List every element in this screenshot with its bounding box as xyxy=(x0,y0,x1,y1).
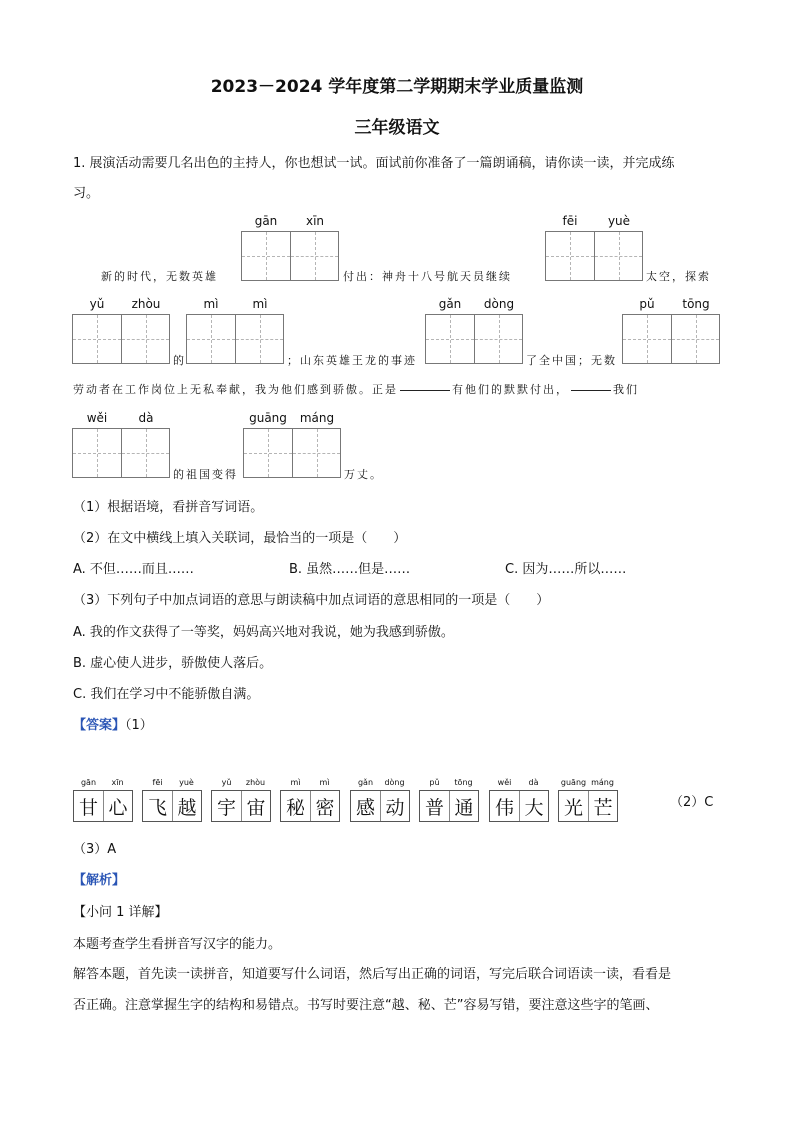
answer-char: 光 xyxy=(563,796,583,819)
answer-pinyin: gǎn xyxy=(357,778,374,787)
passage-segment: 我们 xyxy=(613,383,639,396)
answer-char: 芒 xyxy=(588,791,617,821)
answer-char: 越 xyxy=(172,791,201,821)
analysis-text: 本题考查学生看拼音写汉字的能力。 xyxy=(73,937,282,952)
answer-word xyxy=(142,790,202,822)
pinyin: wěi xyxy=(86,411,108,425)
analysis-text: 否正确。注意掌握生字的结构和易错点。书写时要注意“越、秘、芒”容易写错，要注意这些字的笔画、 xyxy=(73,998,659,1013)
answer-char: 感 xyxy=(355,796,375,819)
writing-grid[interactable] xyxy=(72,314,170,364)
answer-pinyin: zhòu xyxy=(245,778,266,787)
answer-word xyxy=(558,790,618,822)
writing-grid[interactable] xyxy=(425,314,523,364)
fill-blank[interactable] xyxy=(571,389,611,391)
answer-pinyin: dà xyxy=(528,778,539,787)
option-b[interactable]: B. 虽然……但是…… xyxy=(289,562,411,577)
writing-grid[interactable] xyxy=(243,428,341,478)
sub-question-1: （1）根据语境，看拼音写词语。 xyxy=(73,500,264,515)
answer-word xyxy=(489,790,549,822)
answer-char: 秘 xyxy=(285,796,305,819)
fill-blank[interactable] xyxy=(400,389,450,391)
pinyin: máng xyxy=(299,411,335,425)
answer-pinyin: fēi xyxy=(152,778,163,787)
passage-text: 的祖国变得 xyxy=(173,468,238,481)
answer-char: 甘 xyxy=(78,796,98,819)
answer-pinyin: gān xyxy=(80,778,97,787)
writing-grid[interactable] xyxy=(241,231,339,281)
answer-char: 宇 xyxy=(216,796,236,819)
answer-word xyxy=(350,790,410,822)
analysis-sub-label: 【小问 1 详解】 xyxy=(73,905,168,920)
answer-pinyin: tōng xyxy=(454,778,473,787)
question-intro-cont: 习。 xyxy=(73,186,100,201)
passage-segment: 劳动者在工作岗位上无私奉献，我为他们感到骄傲。正是 xyxy=(73,383,398,396)
pinyin: xīn xyxy=(305,214,325,228)
answer-word xyxy=(419,790,479,822)
answer-pinyin: guāng xyxy=(560,778,587,787)
option-c[interactable]: C. 因为……所以…… xyxy=(505,562,627,577)
pinyin: dòng xyxy=(483,297,515,311)
passage-text: 新的时代，无数英雄 xyxy=(101,270,218,283)
sub-question-2: （2）在文中横线上填入关联词，最恰当的一项是（ ） xyxy=(73,531,407,546)
pinyin: yuè xyxy=(607,214,631,228)
answer-char: 密 xyxy=(310,791,339,821)
analysis-text: 解答本题，首先读一读拼音，知道要写什么词语，然后写出正确的词语，写完后联合词语读一读，看看是 xyxy=(73,967,672,982)
writing-grid[interactable] xyxy=(186,314,284,364)
passage-segment: 有他们的默默付出， xyxy=(452,383,569,396)
pinyin: mì xyxy=(252,297,268,311)
answer-pinyin: mì xyxy=(290,778,301,787)
answer-char: 伟 xyxy=(494,796,514,819)
writing-grid[interactable] xyxy=(545,231,643,281)
answer-word xyxy=(211,790,271,822)
passage-text: 了全中国；无数 xyxy=(526,354,617,367)
pinyin: fēi xyxy=(562,214,578,228)
answer-pinyin: yuè xyxy=(179,778,194,787)
pinyin: dà xyxy=(138,411,154,425)
pinyin: gān xyxy=(254,214,278,228)
answer-part-1: （1） xyxy=(125,718,153,733)
answer-label: 【答案】 xyxy=(73,718,126,733)
analysis-label: 【解析】 xyxy=(73,873,126,888)
answer-char: 飞 xyxy=(147,796,167,819)
pinyin: pǔ xyxy=(639,297,655,311)
answer-heading xyxy=(73,714,153,733)
answer-char: 宙 xyxy=(241,791,270,821)
answer-char: 大 xyxy=(519,791,548,821)
option-a[interactable]: A. 不但……而且…… xyxy=(73,562,194,577)
page-title: 2023－2024 学年度第二学期期末学业质量监测 xyxy=(210,77,584,97)
answer-pinyin: dòng xyxy=(384,778,405,787)
option-a[interactable]: A. 我的作文获得了一等奖，妈妈高兴地对我说，她为我感到骄傲。 xyxy=(73,625,454,640)
answer-word xyxy=(73,790,133,822)
answer-char: 普 xyxy=(424,796,444,819)
writing-grid[interactable] xyxy=(622,314,720,364)
passage-text xyxy=(73,381,639,397)
answer-pinyin: máng xyxy=(591,778,614,787)
answer-char: 心 xyxy=(103,791,132,821)
answer-pinyin: wěi xyxy=(497,778,512,787)
answer-part-3: （3）A xyxy=(73,842,117,857)
answer-pinyin: xīn xyxy=(111,778,124,787)
answer-word xyxy=(280,790,340,822)
sub-question-3: （3）下列句子中加点词语的意思与朗读稿中加点词语的意思相同的一项是（ ） xyxy=(73,593,550,608)
answer-pinyin: mì xyxy=(319,778,330,787)
pinyin: yǔ xyxy=(89,297,105,311)
page-subtitle: 三年级语文 xyxy=(354,118,440,138)
answer-pinyin: pǔ xyxy=(429,778,440,787)
answer-part-2: （2）C xyxy=(670,795,714,810)
pinyin: guāng xyxy=(249,411,287,425)
answer-char: 动 xyxy=(380,791,409,821)
passage-text: 的 xyxy=(173,354,186,367)
answer-char: 通 xyxy=(449,791,478,821)
pinyin: mì xyxy=(203,297,219,311)
passage-text: 太空，探索 xyxy=(646,270,711,283)
pinyin: tōng xyxy=(682,297,710,311)
question-intro: 1. 展演活动需要几名出色的主持人，你也想试一试。面试前你准备了一篇朗诵稿，请你读一读，并完成练 xyxy=(73,156,675,171)
pinyin: gǎn xyxy=(438,297,462,311)
passage-text: 付出：神舟十八号航天员继续 xyxy=(343,270,512,283)
passage-text: 万丈。 xyxy=(344,468,383,481)
option-b[interactable]: B. 虚心使人进步，骄傲使人落后。 xyxy=(73,656,273,671)
pinyin: zhòu xyxy=(131,297,161,311)
writing-grid[interactable] xyxy=(72,428,170,478)
answer-pinyin: yǔ xyxy=(221,778,232,787)
passage-text: ；山东英雄王龙的事迹 xyxy=(287,354,417,367)
option-c[interactable]: C. 我们在学习中不能骄傲自满。 xyxy=(73,687,260,702)
